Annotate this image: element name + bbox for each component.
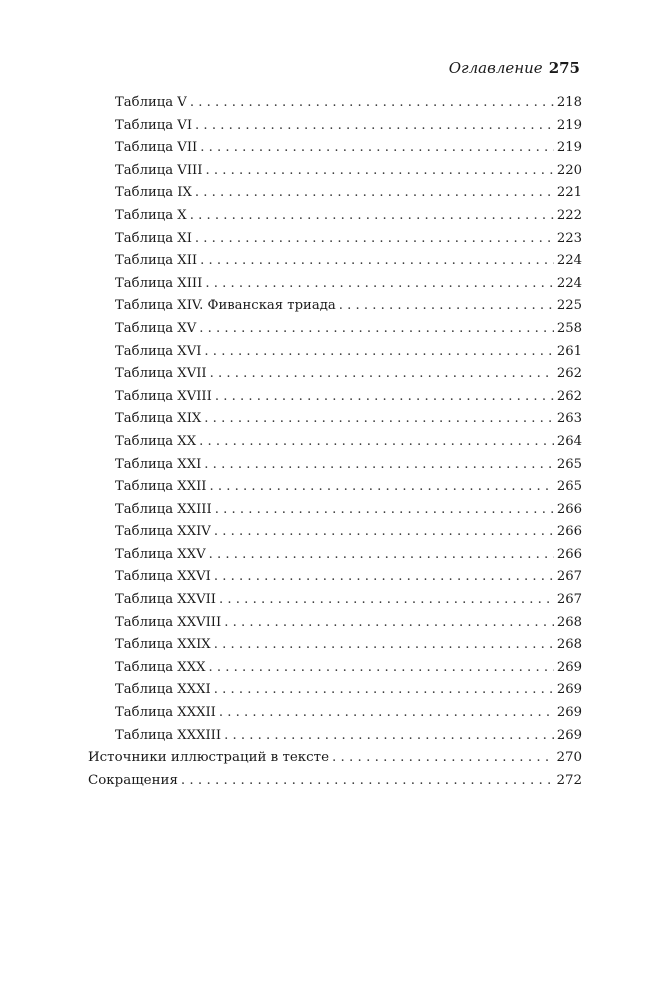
toc-entry-title: Таблица XIV. Фиванская триада (115, 298, 336, 314)
toc-entry-title: Таблица XXVI (115, 569, 211, 585)
toc-entry[interactable] (88, 92, 582, 115)
toc-entry-title: Таблица XV (115, 320, 197, 336)
dot-leader (199, 431, 554, 454)
dot-leader (210, 476, 554, 499)
dot-leader (214, 679, 554, 702)
toc-entry[interactable] (88, 160, 582, 183)
toc-entry[interactable] (88, 499, 582, 522)
toc-entry-title: Таблица XXX (115, 659, 206, 675)
toc-entry[interactable] (88, 431, 582, 454)
toc-entry-title: Таблица XII (115, 253, 198, 269)
toc-entry-title: Таблица XXXIII (115, 727, 222, 743)
toc-entry[interactable] (88, 702, 582, 725)
toc-entry-page: 261 (556, 343, 582, 359)
toc-entry-page: 219 (556, 140, 582, 156)
toc-entry[interactable] (88, 634, 582, 657)
toc-entry-page: 265 (556, 479, 582, 495)
toc-entry[interactable] (88, 589, 582, 612)
toc-entry-page: 269 (556, 727, 582, 743)
dot-leader (332, 747, 553, 770)
toc-entry[interactable] (88, 318, 582, 341)
toc-entry[interactable] (88, 408, 582, 431)
toc-entry-page: 225 (556, 298, 582, 314)
toc-entry-title: Таблица XIII (115, 275, 203, 291)
dot-leader (199, 318, 554, 341)
dot-leader (195, 115, 554, 138)
toc-entry-page: 269 (556, 682, 582, 698)
toc-entry-page: 262 (556, 366, 582, 382)
toc-entry-page: 258 (556, 320, 582, 336)
toc-entry-title: Таблица XXII (115, 479, 207, 495)
toc-entry[interactable] (88, 612, 582, 635)
toc-entry[interactable] (88, 295, 582, 318)
toc-entry-page: 224 (556, 275, 582, 291)
toc-entry-page: 265 (556, 456, 582, 472)
toc-entry[interactable] (88, 544, 582, 567)
toc-entry-page: 270 (556, 750, 582, 766)
toc-entry[interactable] (88, 725, 582, 748)
toc-entry-page: 268 (556, 614, 582, 630)
dot-leader (204, 341, 553, 364)
dot-leader (214, 566, 554, 589)
toc-entry[interactable] (88, 341, 582, 364)
toc-entry[interactable] (88, 566, 582, 589)
toc-entry-page: 223 (556, 230, 582, 246)
running-head (449, 58, 580, 78)
toc-entry[interactable] (88, 657, 582, 680)
toc-entry-title: Таблица XI (115, 230, 192, 246)
toc-entry-page: 220 (556, 162, 582, 178)
dot-leader (219, 589, 554, 612)
toc-entry-page: 266 (556, 501, 582, 517)
toc-entry-title: Таблица IX (115, 185, 192, 201)
dot-leader (190, 92, 554, 115)
dot-leader (195, 182, 554, 205)
dot-leader (339, 295, 554, 318)
toc-entry[interactable] (88, 770, 582, 793)
toc-entry-title: Таблица XIX (115, 411, 202, 427)
dot-leader (215, 499, 554, 522)
toc-entry[interactable] (88, 363, 582, 386)
toc-entry-title: Таблица XVI (115, 343, 202, 359)
dot-leader (224, 725, 554, 748)
toc-entry-page: 219 (556, 117, 582, 133)
toc-entry-title: Таблица VI (115, 117, 193, 133)
dot-leader (219, 702, 554, 725)
toc-entry-page: 269 (556, 705, 582, 721)
table-of-contents (88, 92, 582, 792)
dot-leader (210, 363, 554, 386)
toc-entry[interactable] (88, 205, 582, 228)
dot-leader (205, 160, 553, 183)
dot-leader (204, 408, 554, 431)
toc-entry[interactable] (88, 137, 582, 160)
toc-entry-title: Сокращения (88, 772, 178, 788)
toc-entry-title: Таблица XXIV (115, 524, 211, 540)
page-number: 275 (548, 59, 580, 77)
toc-entry[interactable] (88, 747, 582, 770)
toc-entry[interactable] (88, 182, 582, 205)
toc-entry-page: 268 (556, 637, 582, 653)
toc-entry[interactable] (88, 228, 582, 251)
toc-entry[interactable] (88, 386, 582, 409)
section-title: Оглавление (448, 59, 543, 77)
toc-entry-page: 264 (556, 433, 582, 449)
toc-entry[interactable] (88, 521, 582, 544)
toc-entry-page: 224 (556, 253, 582, 269)
toc-entry-page: 267 (556, 569, 582, 585)
toc-entry[interactable] (88, 454, 582, 477)
dot-leader (224, 612, 554, 635)
toc-entry-title: Таблица XVIII (115, 388, 212, 404)
toc-entry-title: Таблица XXXI (115, 682, 211, 698)
toc-entry[interactable] (88, 679, 582, 702)
toc-entry-page: 221 (556, 185, 582, 201)
dot-leader (208, 657, 553, 680)
toc-entry-page: 272 (556, 772, 582, 788)
toc-entry-title: Таблица X (115, 207, 187, 223)
toc-entry-title: Таблица XVII (115, 366, 207, 382)
toc-entry-title: Источники иллюстраций в тексте (88, 750, 330, 766)
toc-entry-title: Таблица XXXII (115, 705, 216, 721)
toc-entry-page: 269 (556, 659, 582, 675)
dot-leader (209, 544, 554, 567)
dot-leader (205, 273, 554, 296)
dot-leader (215, 386, 554, 409)
toc-entry-title: Таблица XX (115, 433, 197, 449)
toc-entry-title: Таблица XXIX (115, 637, 211, 653)
dot-leader (200, 250, 554, 273)
toc-entry[interactable] (88, 115, 582, 138)
toc-entry-title: Таблица XXVIII (115, 614, 222, 630)
dot-leader (204, 454, 554, 477)
toc-entry-title: Таблица XXI (115, 456, 202, 472)
dot-leader (214, 521, 554, 544)
toc-entry-page: 267 (556, 592, 582, 608)
toc-entry-title: Таблица XXV (115, 546, 206, 562)
toc-entry-page: 222 (556, 207, 582, 223)
dot-leader (214, 634, 554, 657)
dot-leader (181, 770, 554, 793)
toc-entry-page: 266 (556, 524, 582, 540)
toc-entry-title: Таблица XXIII (115, 501, 212, 517)
toc-entry[interactable] (88, 476, 582, 499)
toc-entry[interactable] (88, 250, 582, 273)
toc-entry-title: Таблица VIII (115, 162, 203, 178)
dot-leader (200, 137, 554, 160)
dot-leader (195, 228, 554, 251)
toc-entry[interactable] (88, 273, 582, 296)
toc-entry-page: 218 (556, 95, 582, 110)
toc-entry-page: 263 (556, 411, 582, 427)
toc-entry-title: Таблица V (115, 95, 187, 110)
toc-entry-page: 262 (556, 388, 582, 404)
toc-entry-page: 266 (556, 546, 582, 562)
toc-entry-title: Таблица VII (115, 140, 198, 156)
dot-leader (190, 205, 554, 228)
toc-entry-title: Таблица XXVII (115, 592, 217, 608)
